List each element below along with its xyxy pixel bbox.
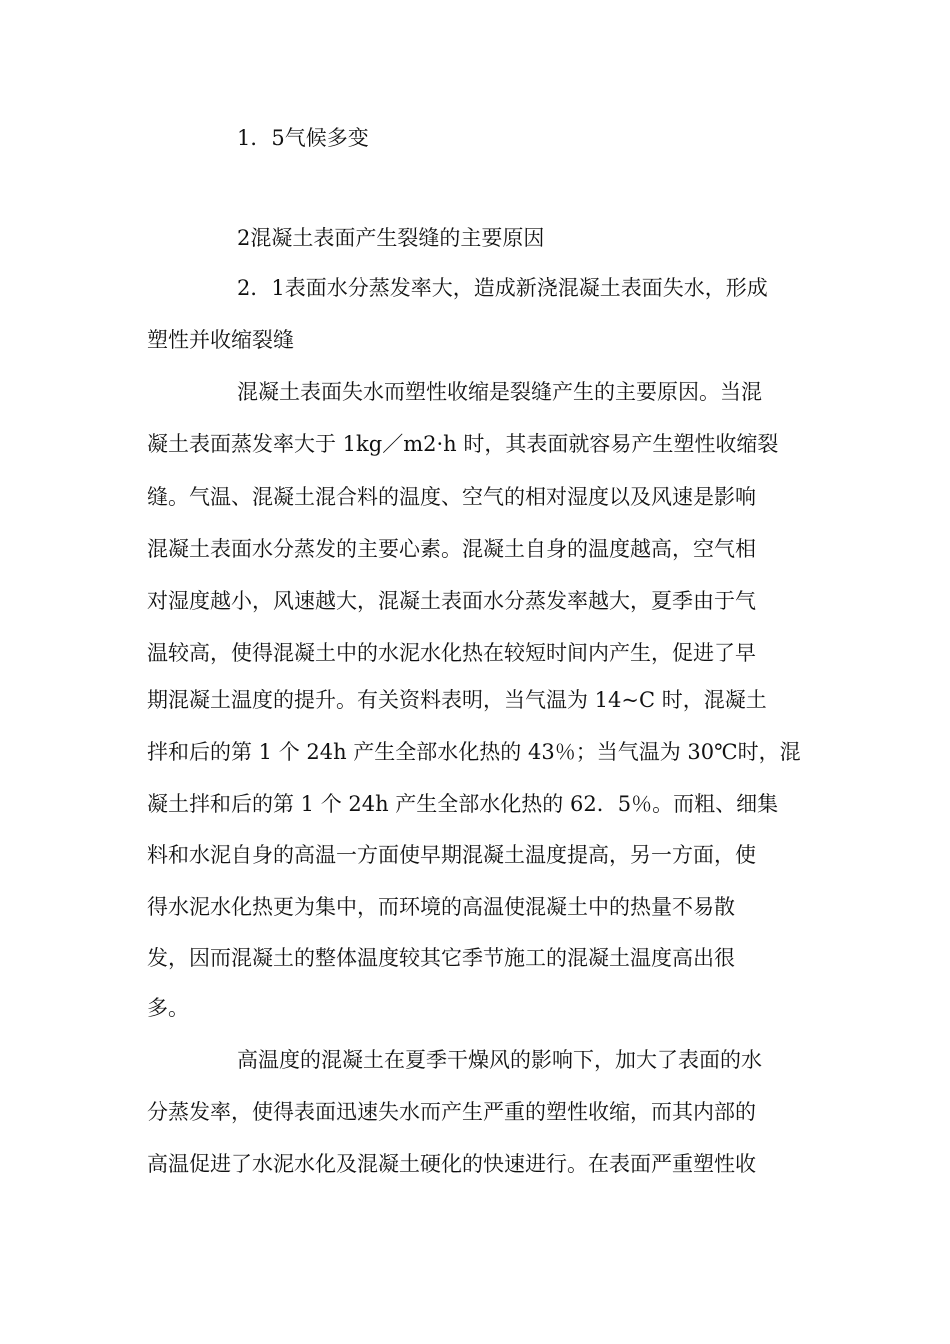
paragraph-line: 拌和后的第 1 个 24h 产生全部水化热的 43％；当气温为 30℃时，混 [147,740,801,764]
paragraph-line: 凝土表面蒸发率大于 1kg／m2·h 时，其表面就容易产生塑性收缩裂 [147,432,779,456]
paragraph-line: 得水泥水化热更为集中，而环境的高温使混凝土中的热量不易散 [147,895,735,919]
paragraph-line: 凝土拌和后的第 1 个 24h 产生全部水化热的 62．5％。而粗、细集 [147,792,779,816]
paragraph-line: 混凝土表面失水而塑性收缩是裂缝产生的主要原因。当混 [237,380,762,404]
paragraph-line: 分蒸发率，使得表面迅速失水而产生严重的塑性收缩，而其内部的 [147,1100,756,1124]
paragraph-line: 混凝土表面水分蒸发的主要心素。混凝土自身的温度越高，空气相 [147,537,756,561]
paragraph-line: 料和水泥自身的高温一方面使早期混凝土温度提高，另一方面，使 [147,843,756,867]
paragraph-line: 期混凝土温度的提升。有关资料表明，当气温为 14~C 时，混凝土 [147,688,767,712]
section-heading-2: 2混凝土表面产生裂缝的主要原因 [237,226,545,250]
paragraph-line: 对湿度越小，风速越大，混凝土表面水分蒸发率越大，夏季由于气 [147,589,756,613]
section-heading-2-1-line: 塑性并收缩裂缝 [147,328,294,352]
paragraph-line: 多。 [147,996,189,1020]
paragraph-line: 缝。气温、混凝土混合料的温度、空气的相对湿度以及风速是影响 [147,485,756,509]
section-heading-1-5: 1．5气候多变 [237,126,369,150]
paragraph-line: 温较高，使得混凝土中的水泥水化热在较短时间内产生，促进了早 [147,641,756,665]
paragraph-line: 高温度的混凝土在夏季干燥风的影响下，加大了表面的水 [237,1048,762,1072]
paragraph-line: 发，因而混凝土的整体温度较其它季节施工的混凝土温度高出很 [147,946,735,970]
section-heading-2-1-line: 2．1表面水分蒸发率大，造成新浇混凝土表面失水，形成 [237,276,768,300]
paragraph-line: 高温促进了水泥水化及混凝土硬化的快速进行。在表面严重塑性收 [147,1152,756,1176]
